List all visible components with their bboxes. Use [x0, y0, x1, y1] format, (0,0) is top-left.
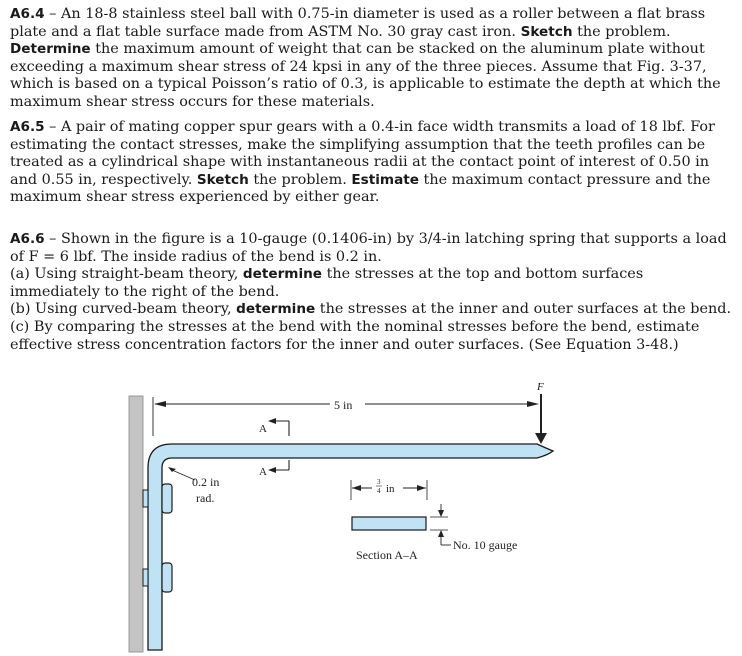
support-wall	[129, 396, 143, 652]
keyword-determine: Determine	[10, 41, 91, 58]
gauge-label: No. 10 gauge	[453, 538, 518, 552]
width-unit: in	[386, 483, 395, 495]
problem-number: A6.6	[10, 231, 45, 247]
section-label: Section A–A	[356, 548, 418, 562]
part-a: (a) Using straight-beam theory, determine the stresses at the top and bottom surfaces immediately to the right of the bend.	[10, 266, 644, 300]
keyword-sketch: Sketch	[520, 23, 573, 40]
keyword-determine: determine	[242, 266, 323, 283]
width-fraction-num: 3	[377, 478, 381, 486]
cross-section	[352, 517, 426, 530]
keyword-estimate: Estimate	[351, 171, 419, 188]
keyword-sketch: Sketch	[196, 171, 249, 188]
keyword-determine: determine	[236, 301, 316, 318]
length-label: 5 in	[334, 398, 353, 412]
problem-a6-5-text: A6.5 – A pair of mating copper spur gears with a 0.4-in face width transmits a load of 18 lbf. For estimating the contact stresses, make the simplifying assumption that the teeth profiles can be treated as a cylindrical shape with instantaneous radii at the contact point of interest of 0.50 in and 0.55 in, respectively. Sketch the problem. Estimate the maximum contact pressure and the maximum shear stress experienced by either gear.	[10, 119, 715, 206]
radius-label-rad: rad.	[196, 491, 215, 505]
problem-a6-6	[10, 231, 732, 354]
problem-a6-4	[10, 6, 732, 112]
latching-spring-figure	[0, 378, 742, 656]
force-label: F	[537, 381, 544, 393]
problem-number: A6.5	[10, 119, 45, 135]
part-b: (b) Using curved-beam theory, determine the stresses at the inner and outer surfaces at the bend.	[10, 301, 732, 318]
section-marker-bottom: A	[259, 466, 267, 478]
problem-a6-5	[10, 119, 732, 207]
problem-a6-6-intro: A6.6 – Shown in the figure is a 10-gauge (0.1406-in) by 3/4-in latching spring that supports a load of F = 6 lbf. The inside radius of the bend is 0.2 in.	[10, 231, 727, 265]
part-c: (c) By comparing the stresses at the bend with the nominal stresses before the bend, estimate effective stress concentration factors for the inner and outer surfaces. (See Equation 3-48.)	[10, 318, 700, 353]
section-marker-top: A	[259, 423, 267, 435]
problem-number: A6.4	[10, 6, 45, 22]
problem-a6-4-text: A6.4 – An 18-8 stainless steel ball with 0.75-in diameter is used as a roller between a flat brass plate and a flat table surface made from ASTM No. 30 gray cast iron. Sketch the problem. Determine the maximum amount of weight that can be stacked on the aluminum plate without exceeding a maximum shear stress of 24 kpsi in any of the three pieces. Assume that Fig. 3-37, which is based on a typical Poisson’s ratio of 0.3, is applicable to estimate the depth at which the maximum shear stress occurs for these materials.	[10, 6, 721, 110]
radius-label: 0.2 in	[192, 475, 220, 489]
width-fraction-den: 4	[377, 487, 381, 495]
